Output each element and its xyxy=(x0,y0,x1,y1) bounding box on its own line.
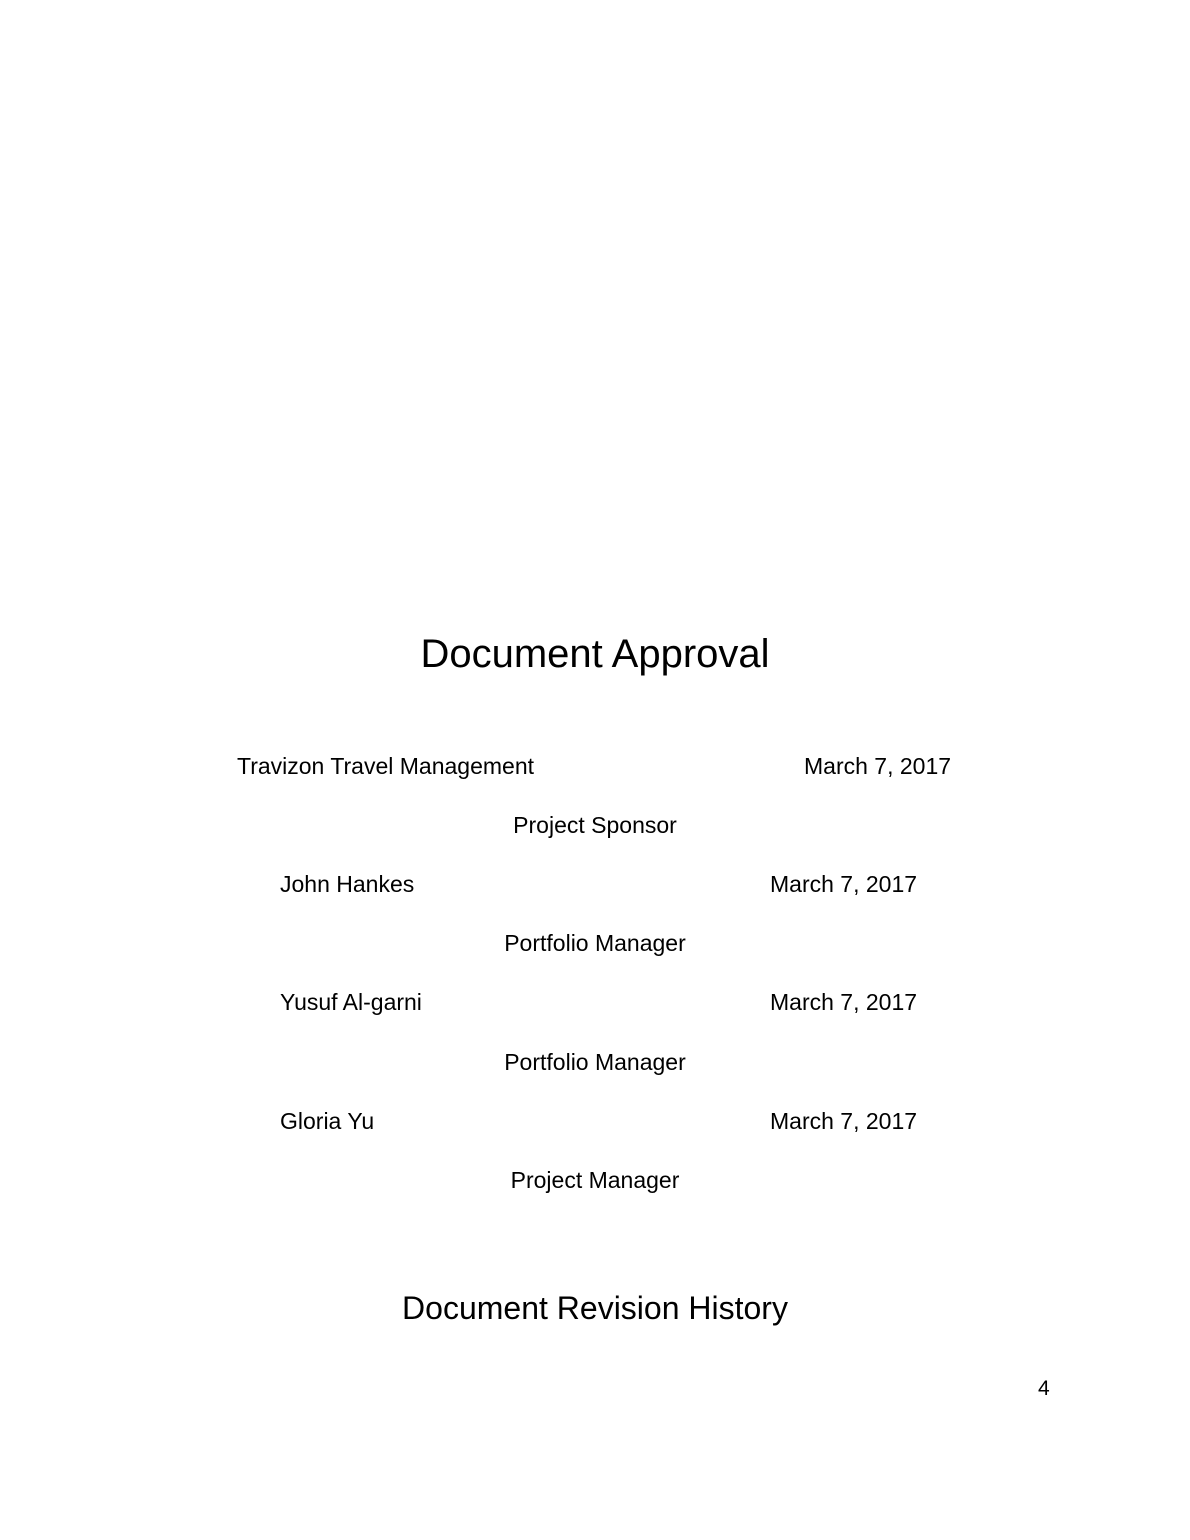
approver-role: Project Manager xyxy=(510,1167,680,1193)
approver-name: Gloria Yu xyxy=(280,1108,375,1134)
approval-date: March 7, 2017 xyxy=(770,989,918,1015)
page-number: 4 xyxy=(1038,1377,1050,1400)
approval-date: March 7, 2017 xyxy=(770,1108,918,1134)
approver-role: Project Sponsor xyxy=(513,812,677,838)
approver-role: Portfolio Manager xyxy=(504,1049,686,1075)
revision-history-heading: Document Revision History xyxy=(402,1290,788,1326)
page-title: Document Approval xyxy=(420,632,770,676)
approver-name: Yusuf Al-garni xyxy=(280,989,422,1015)
approval-date: March 7, 2017 xyxy=(770,871,918,897)
approver-name: John Hankes xyxy=(280,871,415,897)
approver-name: Travizon Travel Management xyxy=(237,753,535,779)
approval-date: March 7, 2017 xyxy=(804,753,952,779)
approver-role: Portfolio Manager xyxy=(504,930,686,956)
